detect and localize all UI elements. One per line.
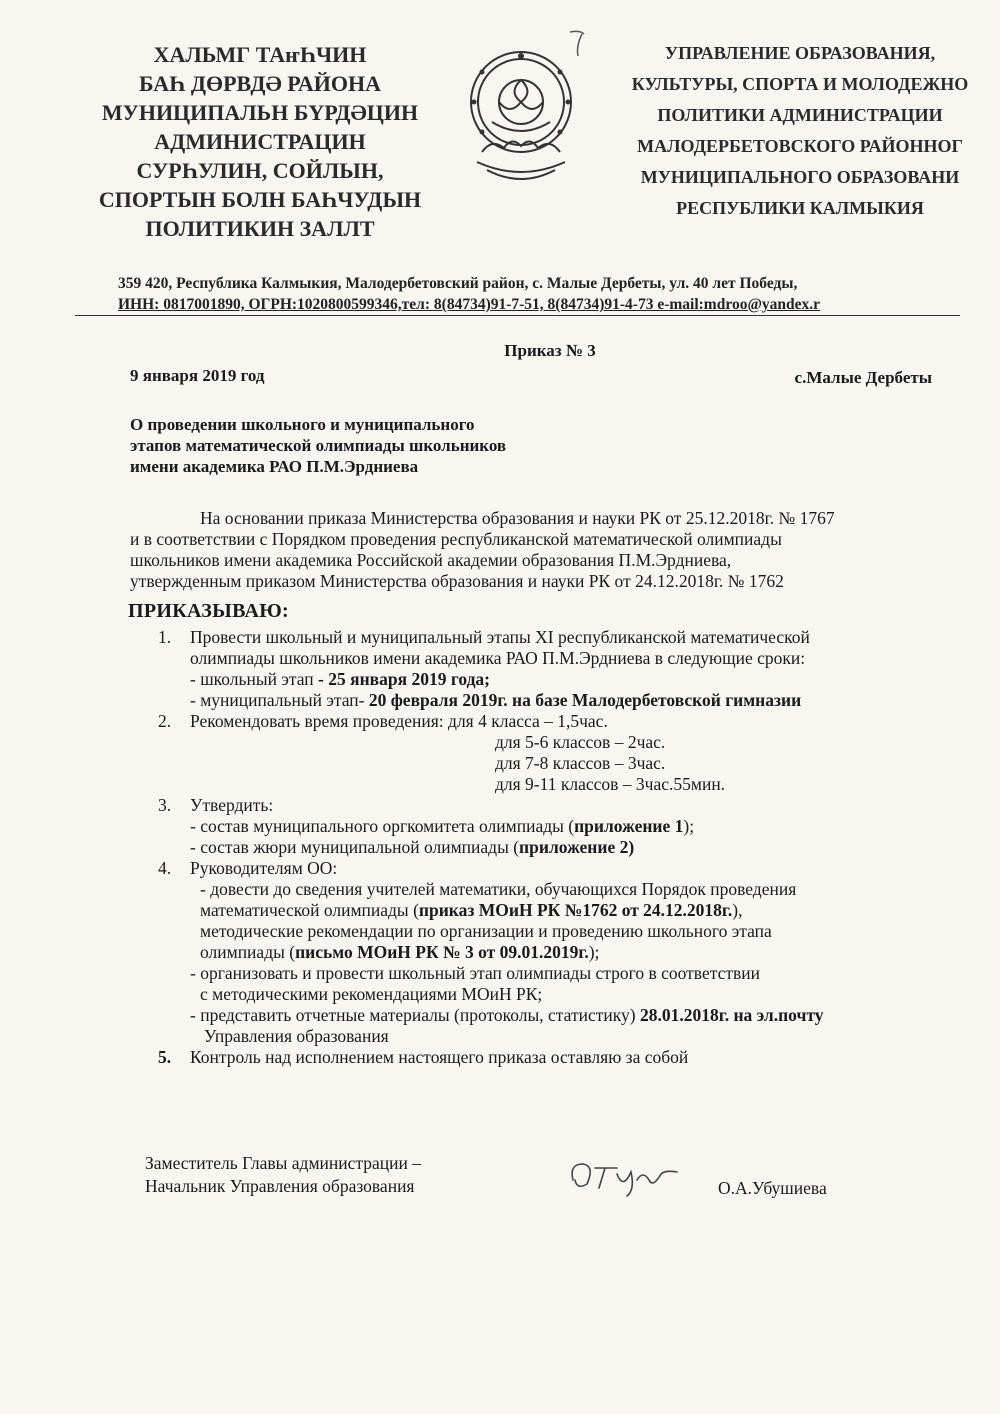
header-right-line: УПРАВЛЕНИЕ ОБРАЗОВАНИЯ, [664, 43, 936, 63]
header-left-line: ХАЛЬМГ ТАҥҺЧИН [153, 42, 367, 67]
item-text: Провести школьный и муниципальный этапы XI республиканской математической [190, 627, 810, 647]
item-subline: Управления образования [204, 1026, 389, 1046]
order-place: с.Малые Дербеты [794, 368, 932, 387]
item-text: Утвердить: [190, 795, 274, 815]
order-item-3 [150, 795, 960, 858]
signatory-title [145, 1152, 421, 1198]
item-subline: - муниципальный этап- 20 февраля 2019г. на базе Малодербетовской гимназии [190, 690, 802, 710]
signatory-title-line: Заместитель Главы администрации – [145, 1153, 422, 1173]
header-left-line: БАҺ ДӨРВДӘ РАЙОНА [139, 71, 381, 96]
item-number: 2. [158, 711, 172, 731]
item-subline: - представить отчетные материалы (протоколы, статистику) 28.01.2018г. на эл.почту [190, 1005, 824, 1025]
item-text: Контроль над исполнением настоящего приказа оставляю за собой [190, 1047, 689, 1067]
subject-line: имени академика РАО П.М.Эрдниева [130, 457, 419, 476]
subject-line: О проведении школьного и муниципального [130, 415, 475, 434]
item-subline: методические рекомендации по организации и проведению школьного этапа [200, 921, 772, 941]
header-left-line: СПОРТЫН БОЛН БАҺЧУДЫН [98, 187, 422, 212]
kalmykia-emblem-icon [452, 42, 590, 192]
header-left-line: ПОЛИТИКИН ЗАЛЛТ [145, 216, 375, 241]
order-subject [130, 414, 506, 477]
item-subline: - состав жюри муниципальной олимпиады (приложение 2) [190, 837, 635, 857]
item-number: 5. [158, 1047, 172, 1067]
item-text: Руководителям ОО: [190, 858, 338, 878]
intro-line: и в соответствии с Порядком проведения республиканской математической олимпиады [130, 529, 782, 549]
intro-line: На основании приказа Министерства образования и науки РК от 25.12.2018г. № 1767 [200, 508, 835, 528]
subject-line: этапов математической олимпиады школьников [130, 436, 507, 455]
item-number: 3. [158, 795, 172, 815]
order-date: 9 января 2019 год [130, 366, 265, 385]
decree-heading: ПРИКАЗЫВАЮ: [128, 600, 289, 622]
order-item-5 [150, 1047, 960, 1068]
signatory-title-line: Начальник Управления образования [145, 1176, 415, 1196]
intro-paragraph [130, 508, 950, 592]
item-subline: - состав муниципального оргкомитета олимпиады (приложение 1); [190, 816, 695, 836]
item-text: Рекомендовать время проведения: для 4 класса – 1,5час. [190, 711, 608, 731]
header-right-line: МУНИЦИПАЛЬНОГО ОБРАЗОВАНИ [640, 167, 960, 187]
header-left-line: АДМИНИСТРАЦИН [154, 129, 366, 154]
order-title: Приказ № 3 [504, 341, 596, 360]
intro-line: школьников имени академика Российской академии образования П.М.Эрдниева, [130, 550, 732, 570]
item-text: олимпиады школьников имени академика РАО П.М.Эрдниева в следующие сроки: [190, 648, 806, 668]
time-line: для 7-8 классов – 3час. [495, 753, 666, 773]
header-divider [75, 315, 960, 316]
item-subline: - довести до сведения учителей математики, обучающихся Порядок проведения [200, 879, 797, 899]
header-kalmyk-block [70, 40, 450, 243]
order-items [150, 627, 960, 1068]
intro-line: утвержденным приказом Министерства образования и науки РК от 24.12.2018г. № 1762 [130, 571, 784, 591]
header-russian-block [600, 38, 1000, 238]
item-number: 1. [158, 627, 172, 647]
time-line: для 9-11 классов – 3час.55мин. [495, 774, 726, 794]
time-line: для 5-6 классов – 2час. [495, 732, 666, 752]
order-item-1 [150, 627, 960, 711]
header-right-line: РЕСПУБЛИКИ КАЛМЫКИЯ [676, 198, 924, 218]
header-right-line: КУЛЬТУРЫ, СПОРТА И МОЛОДЕЖНО [631, 74, 969, 94]
order-item-4 [150, 858, 960, 1047]
header-right-line: МАЛОДЕРБЕТОВСКОГО РАЙОННОГ [637, 136, 963, 156]
contacts-line: ИНН: 0817001890, ОГРН:1020800599346,тел: 8(84734)91-7-51, 8(84734)91-4-73 e-mail:mdroo@yandex.r [118, 296, 820, 313]
address-block [118, 273, 958, 315]
handwritten-signature-icon [565, 1150, 685, 1200]
item-subline: с методическими рекомендациями МОиН РК; [200, 984, 543, 1004]
header-left-line: МУНИЦИПАЛЬН БҮРДӘЦИН [101, 100, 419, 125]
item-subline: - организовать и провести школьный этап олимпиады строго в соответствии [190, 963, 760, 983]
signatory-name: О.А.Убушиева [718, 1178, 827, 1198]
item-subline: математической олимпиады (приказ МОиН РК №1762 от 24.12.2018г.), [200, 900, 743, 920]
item-subline: олимпиады (письмо МОиН РК № 3 от 09.01.2019г.); [200, 942, 600, 962]
handwritten-mark-icon [566, 28, 590, 60]
order-item-2 [150, 711, 960, 795]
header-left-line: СУРҺУЛИН, СОЙЛЫН, [136, 158, 384, 183]
address-line: 359 420, Республика Калмыкия, Малодербетовский район, с. Малые Дербеты, ул. 40 лет Победы, [118, 275, 798, 292]
header-right-line: ПОЛИТИКИ АДМИНИСТРАЦИИ [657, 105, 943, 125]
item-number: 4. [158, 858, 172, 878]
item-subline: - школьный этап - 25 января 2019 года; [190, 669, 491, 689]
